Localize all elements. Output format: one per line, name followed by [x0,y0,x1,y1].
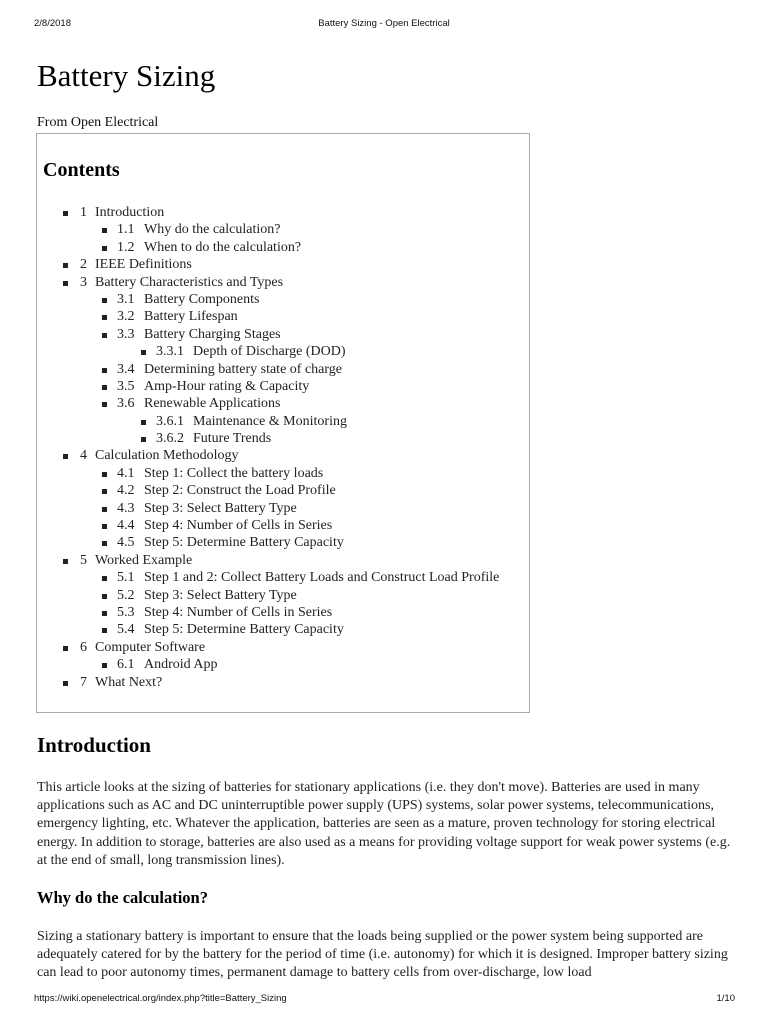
toc-item-number[interactable]: 7 [80,674,87,690]
bullet-icon [63,211,68,216]
print-date: 2/8/2018 [34,18,71,29]
bullet-icon [102,385,107,390]
toc-item-number[interactable]: 3.6.2 [156,431,184,447]
toc-item-label[interactable]: What Next? [95,674,163,690]
toc-item[interactable] [37,291,529,308]
toc-item-number[interactable]: 6.1 [117,657,135,673]
toc-item-number[interactable]: 4.4 [117,518,135,534]
bullet-icon [102,507,107,512]
toc-item-number[interactable]: 1.1 [117,222,135,238]
toc-item[interactable] [37,674,529,691]
toc-item-number[interactable]: 3.3 [117,326,135,342]
toc-item[interactable] [37,395,529,412]
toc-item-label[interactable]: Step 5: Determine Battery Capacity [144,622,344,638]
bullet-icon [102,663,107,668]
toc-item[interactable] [37,326,529,343]
toc-item[interactable] [37,221,529,238]
toc-item[interactable] [37,465,529,482]
page-title: Battery Sizing [37,58,216,93]
toc-item-label[interactable]: Renewable Applications [144,396,281,412]
toc-item-number[interactable]: 4.3 [117,500,135,516]
toc-item-label[interactable]: IEEE Definitions [95,257,192,273]
toc-item-number[interactable]: 4.1 [117,465,135,481]
bullet-icon [102,576,107,581]
toc-item-label[interactable]: Maintenance & Monitoring [193,413,347,429]
toc-item-label[interactable]: Step 3: Select Battery Type [144,587,297,603]
toc-item[interactable] [37,256,529,273]
toc-item-label[interactable]: Step 1 and 2: Collect Battery Loads and Construct Load Profile [144,570,500,586]
toc-item[interactable] [37,274,529,291]
bullet-icon [102,524,107,529]
bullet-icon [63,646,68,651]
toc-item-number[interactable]: 6 [80,639,87,655]
toc-item-number[interactable]: 1.2 [117,239,135,255]
toc-item-number[interactable]: 5.3 [117,604,135,620]
toc-item-number[interactable]: 4.2 [117,483,135,499]
toc-item[interactable] [37,204,529,221]
toc-item-label[interactable]: Battery Characteristics and Types [95,274,284,290]
toc-item[interactable] [37,343,529,360]
bullet-icon [63,281,68,286]
toc-item[interactable] [37,447,529,464]
bullet-icon [63,454,68,459]
section-heading-why: Why do the calculation? [37,888,208,907]
bullet-icon [63,559,68,564]
bullet-icon [141,350,146,355]
toc-item[interactable] [37,534,529,551]
bullet-icon [102,315,107,320]
toc-item[interactable] [37,378,529,395]
table-of-contents [36,133,530,713]
toc-item-label[interactable]: Worked Example [95,552,193,568]
toc-item[interactable] [37,587,529,604]
toc-item-number[interactable]: 2 [80,257,87,273]
bullet-icon [102,228,107,233]
bullet-icon [102,298,107,303]
toc-item[interactable] [37,639,529,656]
toc-item-number[interactable]: 3.2 [117,309,135,325]
toc-item[interactable] [37,361,529,378]
toc-item[interactable] [37,621,529,638]
toc-list [37,204,529,691]
toc-item-label[interactable]: Introduction [95,205,165,220]
introduction-paragraph: This article looks at the sizing of batteries for stationary applications (i.e. they don't move). Batteries are used in many applications such as AC and DC uninterruptible power supply (UPS) systems, solar power systems, telecommunications, emergency lighting, etc. Whatever the application, batteries are seen as a mature, proven technology for storing electrical energy. In addition to storage, batteries are also used as a means for providing voltage support for weak power systems (e.g. at the end of small, long transmission lines). [37,780,731,868]
bullet-icon [102,402,107,407]
toc-item-label[interactable]: Computer Software [95,639,206,655]
toc-item-number[interactable]: 5 [80,552,87,568]
bullet-icon [102,489,107,494]
bullet-icon [102,628,107,633]
toc-item[interactable] [37,569,529,586]
bullet-icon [102,611,107,616]
toc-item-label[interactable]: Step 1: Collect the battery loads [144,465,324,481]
bullet-icon [102,333,107,338]
toc-item-label[interactable]: Step 4: Number of Cells in Series [144,518,333,534]
toc-item-label[interactable]: When to do the calculation? [144,239,302,255]
toc-item-label[interactable]: Step 5: Determine Battery Capacity [144,535,344,551]
page-subtitle: From Open Electrical [37,115,159,130]
bullet-icon [141,437,146,442]
toc-item[interactable] [37,517,529,534]
toc-item-number[interactable]: 3.5 [117,378,135,394]
toc-item[interactable] [37,413,529,430]
toc-item[interactable] [37,552,529,569]
bullet-icon [102,541,107,546]
toc-item-number[interactable]: 4 [80,448,87,464]
toc-item-number[interactable]: 5.4 [117,622,135,638]
toc-item[interactable] [37,604,529,621]
toc-heading: Contents [43,159,120,181]
toc-item-number[interactable]: 3.1 [117,291,135,307]
bullet-icon [141,420,146,425]
toc-item[interactable] [37,430,529,447]
toc-item-label[interactable]: Battery Charging Stages [144,326,281,342]
bullet-icon [63,263,68,268]
toc-item-label[interactable]: Android App [144,657,218,673]
toc-item-label[interactable]: Step 2: Construct the Load Profile [144,483,336,499]
section-heading-introduction: Introduction [37,733,151,757]
print-page-number: 1/10 [716,993,735,1004]
toc-item-label[interactable]: Determining battery state of charge [144,361,342,377]
toc-item-number[interactable]: 3.3.1 [156,344,184,360]
toc-item[interactable] [37,482,529,499]
toc-item-label[interactable]: Future Trends [193,431,272,447]
print-page-title: Battery Sizing - Open Electrical [318,18,450,29]
toc-item[interactable] [37,308,529,325]
toc-item[interactable] [37,500,529,517]
bullet-icon [102,472,107,477]
bullet-icon [102,368,107,373]
bullet-icon [63,681,68,686]
toc-item-number[interactable]: 4.5 [117,535,135,551]
why-paragraph: Sizing a stationary battery is important to ensure that the loads being supplied or the power system being supported are adequately catered for by the battery for the period of time (i.e. autonomy) for which it is designed. Improper battery sizing can lead to poor autonomy times, permanent damage to battery cells from over-discharge, low load [37,929,728,981]
toc-item-number[interactable]: 1 [80,205,87,220]
bullet-icon [102,246,107,251]
toc-item-label[interactable]: Amp-Hour rating & Capacity [144,378,310,394]
toc-item[interactable] [37,656,529,673]
toc-item-number[interactable]: 5.1 [117,570,135,586]
toc-item-label[interactable]: Step 3: Select Battery Type [144,500,297,516]
toc-item-label[interactable]: Step 4: Number of Cells in Series [144,604,333,620]
toc-item-number[interactable]: 3 [80,274,87,290]
toc-item-number[interactable]: 5.2 [117,587,135,603]
toc-item-number[interactable]: 3.4 [117,361,135,377]
bullet-icon [102,594,107,599]
toc-item-number[interactable]: 3.6 [117,396,135,412]
toc-item-label[interactable]: Calculation Methodology [95,448,239,464]
toc-item[interactable] [37,239,529,256]
toc-item-number[interactable]: 3.6.1 [156,413,184,429]
toc-item-label[interactable]: Depth of Discharge (DOD) [193,344,346,360]
toc-item-label[interactable]: Battery Lifespan [144,309,238,325]
toc-item-label[interactable]: Why do the calculation? [144,222,281,238]
print-url: https://wiki.openelectrical.org/index.php?title=Battery_Sizing [34,993,287,1004]
toc-item-label[interactable]: Battery Components [144,291,260,307]
